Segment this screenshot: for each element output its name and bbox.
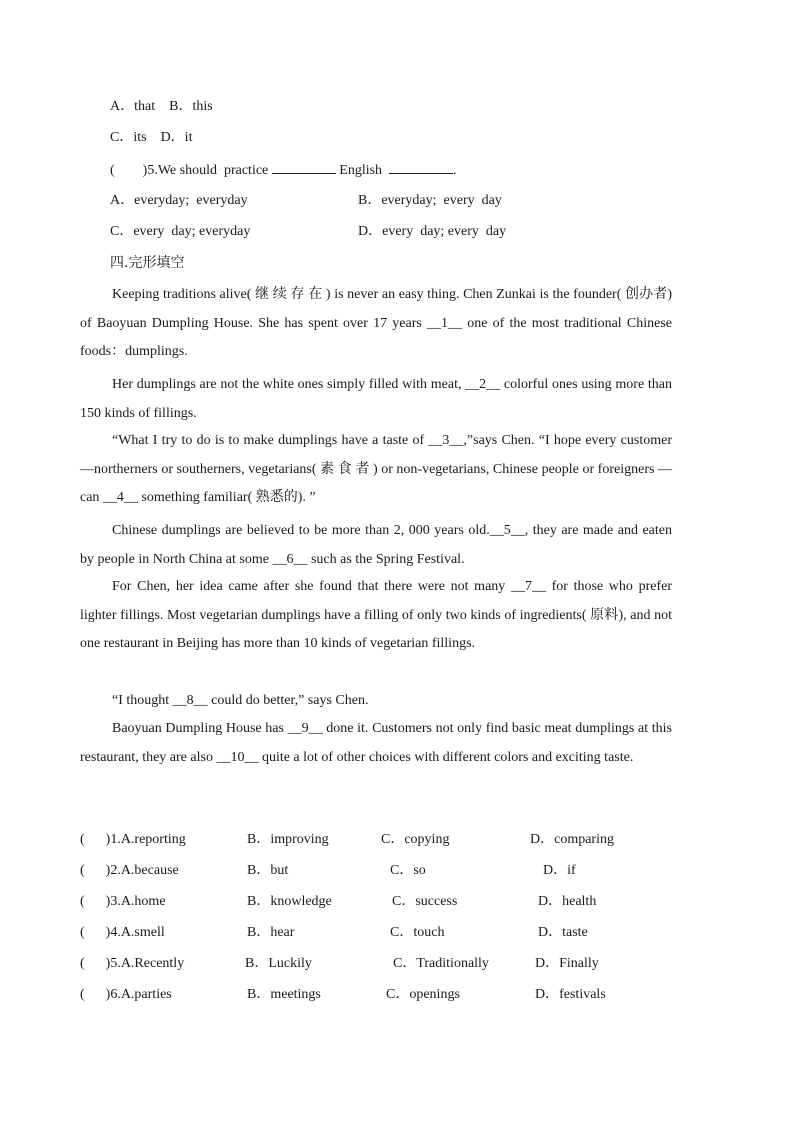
- option-b: B．knowledge: [247, 894, 332, 909]
- question-5-word: English: [339, 163, 383, 178]
- question-number-option-a: ( )5.A.Recently: [80, 956, 185, 971]
- option-d: D．taste: [538, 925, 588, 940]
- option-c: C．copying: [381, 832, 450, 847]
- question-5-stem: [110, 159, 457, 181]
- option-d: D．festivals: [535, 987, 606, 1002]
- option-d: D．if: [543, 863, 576, 878]
- question-number-option-a: ( )1.A.reporting: [80, 832, 186, 847]
- option-b: B．Luckily: [245, 956, 312, 971]
- question-number-option-a: ( )3.A.home: [80, 894, 166, 909]
- answer-blank[interactable]: [389, 159, 453, 174]
- passage-paragraph-5: For Chen, her idea came after she found that there were not many __7__ for those who prefer lighter fillings. Most vegetarian dumplings have a filling of only two kinds of ingredients( 原料), and not one restaurant in Beijing has more than 10 kinds of vegetarian fillings.: [80, 579, 672, 651]
- passage-paragraph-2: Her dumplings are not the white ones simply filled with meat, __2__ colorful ones using more than 150 kinds of fillings.: [80, 377, 672, 421]
- question-5-option-d: D．every day; every day: [358, 224, 507, 239]
- option-b: B．but: [247, 863, 289, 878]
- option-b: B．meetings: [247, 987, 321, 1002]
- passage-paragraph-6: “I thought __8__ could do better,” says Chen.: [112, 693, 369, 708]
- passage-paragraph-1: Keeping traditions alive( 继 续 存 在 ) is never an easy thing. Chen Zunkai is the founder( 创办者) of Baoyuan Dumpling House. She has spent over 17 years __1__ one of the most traditional Chinese foods：dumplings.: [80, 287, 672, 359]
- option-b: B．improving: [247, 832, 329, 847]
- question-5-option-b: B．everyday; every day: [358, 193, 502, 208]
- passage-paragraph-4: Chinese dumplings are believed to be more than 2, 000 years old.__5__, they are made and eaten by people in North China at some __6__ such as the Spring Festival.: [80, 523, 672, 567]
- question-5-prefix: ( )5.We should practice: [110, 163, 269, 178]
- option-row-ab: A．that B．this: [110, 99, 213, 114]
- option-c: C．success: [392, 894, 458, 909]
- question-number-option-a: ( )2.A.because: [80, 863, 179, 878]
- passage-paragraph-3: “What I try to do is to make dumplings have a taste of __3__,”says Chen. “I hope every customer —northerners or southerners, vegetarians( 素 食 者 ) or non-vegetarians, Chinese people or foreigners —can __4__ something familiar( 熟悉的). ”: [80, 433, 672, 505]
- question-number-option-a: ( )6.A.parties: [80, 987, 172, 1002]
- option-d: D．health: [538, 894, 597, 909]
- option-c: C．Traditionally: [393, 956, 489, 971]
- question-5-option-a: A．everyday; everyday: [110, 193, 248, 208]
- option-c: C．so: [390, 863, 426, 878]
- passage-paragraph-7: Baoyuan Dumpling House has __9__ done it. Customers not only find basic meat dumplings at this restaurant, they are also __10__ quite a lot of other choices with different colors and exciting taste.: [80, 721, 672, 765]
- option-c: C．openings: [386, 987, 460, 1002]
- option-b: B．hear: [247, 925, 295, 940]
- answer-blank[interactable]: [272, 159, 336, 174]
- section-title: 四.完形填空: [110, 255, 185, 271]
- question-5-option-c: C．every day; everyday: [110, 224, 251, 239]
- option-d: D．Finally: [535, 956, 599, 971]
- option-c: C．touch: [390, 925, 445, 940]
- question-number-option-a: ( )4.A.smell: [80, 925, 165, 940]
- question-5-period: .: [453, 163, 457, 178]
- option-row-cd: C．its D．it: [110, 130, 193, 145]
- option-d: D．comparing: [530, 832, 614, 847]
